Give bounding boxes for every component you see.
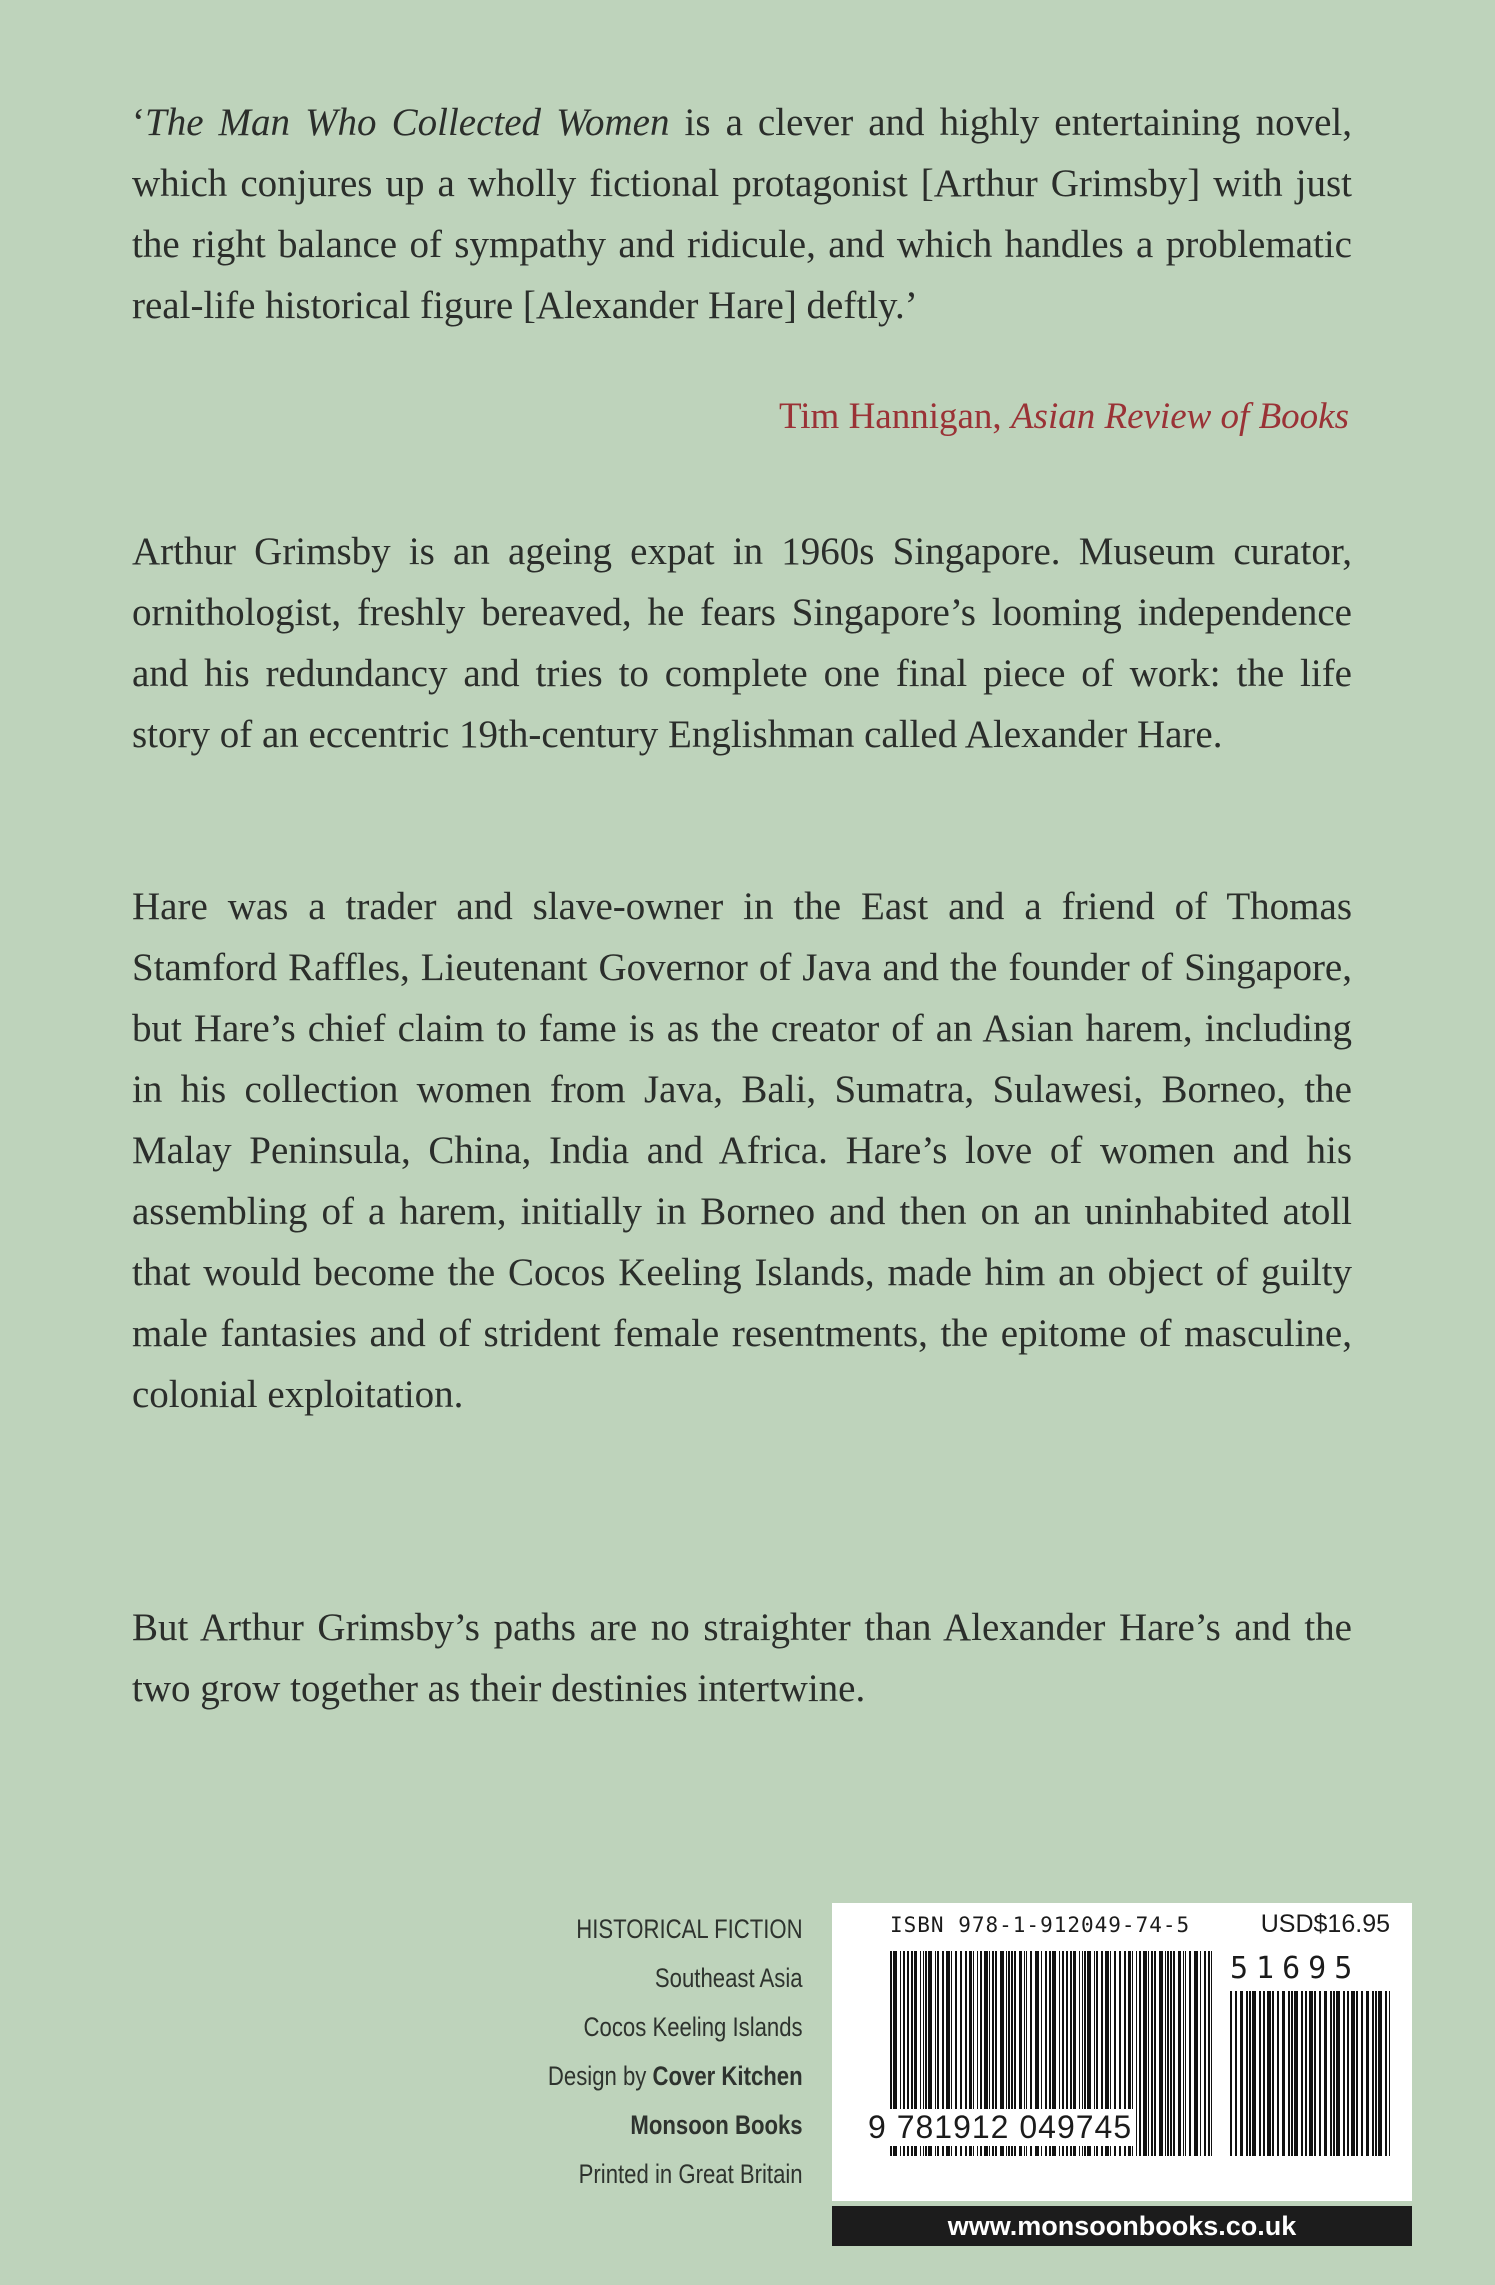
barcode-bar [1385, 1991, 1387, 2156]
barcode-bar [1309, 1991, 1313, 2156]
barcode-bar [1288, 1991, 1290, 2156]
barcode-bar [1319, 1991, 1321, 2156]
barcode-bar [1372, 1991, 1374, 2156]
barcode-bar [1389, 1991, 1390, 2156]
barcode-bar [1189, 1951, 1191, 2156]
barcode-bar [1366, 1991, 1369, 2156]
barcode-bar [1159, 1951, 1163, 2156]
barcode-bar [1294, 1991, 1298, 2156]
barcode-bar [1333, 1991, 1335, 2156]
barcode-bar [1277, 1991, 1279, 2156]
designer-name: Cover Kitchen [652, 2061, 803, 2091]
addon-digits: 51695 [1230, 1951, 1361, 1986]
barcode-bar [1336, 1991, 1340, 2156]
quote-close-mark: ’ [904, 284, 918, 327]
barcode-bar [1267, 1991, 1271, 2156]
printed-note: Printed in Great Britain [579, 2159, 803, 2189]
barcode-bar [1148, 1951, 1149, 2156]
isbn-number: ISBN 978-1-912049-74-5 [890, 1913, 1191, 1937]
place-label: Cocos Keeling Islands [583, 2012, 803, 2042]
ean-digits: 9 781912 049745 [868, 2109, 1133, 2145]
synopsis-paragraph-3: But Arthur Grimsby’s paths are no straighter than Alexander Hare’s and the two grow together as their destinies intertwine. [132, 1606, 1352, 1710]
barcode-bar [1211, 1951, 1212, 2156]
barcode-bar [1324, 1991, 1327, 2156]
barcode-bar [1301, 1991, 1303, 2156]
addon-barcode [1230, 1991, 1390, 2156]
barcode-bar [1200, 1951, 1201, 2156]
barcode-bar [1154, 1951, 1156, 2156]
genre-label: HISTORICAL FICTION [576, 1914, 803, 1944]
barcode-bar [1249, 1991, 1251, 2156]
barcode-bar [1165, 1951, 1166, 2156]
barcode-bar [1347, 1991, 1349, 2156]
price-label: USD$16.95 [1260, 1910, 1390, 1938]
synopsis-paragraph-2: Hare was a trader and slave-owner in the East and a friend of Thomas Stamford Raffles, Lieutenant Governor of Java and the founder of Singapore, but Hare’s chief claim to fame is as the creator of an Asian harem, including in his collection women from Java, Bali, Sumatra, Sulawesi, Borneo, the Malay Peninsula, China, India and Africa. Hare’s love of women and his assembling of a harem, initially in Borneo and then on an uninhabited atoll that would become the Cocos Keeling Islands, made him an object of guilty male fantasies and of strident female resentments, the epitome of masculine, colonial exploitation. [132, 885, 1352, 1416]
barcode-bar [1263, 1991, 1265, 2156]
barcode-bar [1139, 1951, 1141, 2156]
website-url[interactable]: www.monsoonbooks.co.uk [832, 2206, 1412, 2246]
barcode-bar [1291, 1991, 1293, 2156]
barcode-bar [1235, 1991, 1237, 2156]
barcode-bar [1259, 1991, 1261, 2156]
barcode-bar [1151, 1951, 1153, 2156]
reviewer-name: Tim Hannigan, [778, 396, 1002, 437]
barcode-bar [1230, 1991, 1232, 2156]
barcode-bar [1252, 1991, 1256, 2156]
publication-name: Asian Review of Books [1010, 396, 1349, 437]
barcode-bar [1343, 1991, 1345, 2156]
barcode-bar [1356, 1991, 1358, 2156]
barcode-bar [1173, 1951, 1175, 2156]
barcode-bar [1378, 1991, 1382, 2156]
synopsis-paragraph-1: Arthur Grimsby is an ageing expat in 1960s Singapore. Museum curator, ornithologist, freshly bereaved, he fears Singapore’s looming independence and his redundancy and tries to complete one final piece of work: the life story of an eccentric 19th-century Englishman called Alexander Hare. [132, 530, 1352, 756]
barcode-bar [1194, 1951, 1198, 2156]
barcode-bar [1330, 1991, 1332, 2156]
barcode-bar [1208, 1951, 1210, 2156]
barcode-bar [1183, 1951, 1184, 2156]
barcode-bar [1136, 1951, 1137, 2156]
barcode-bar [1272, 1991, 1274, 2156]
barcode-bar [1185, 1951, 1186, 2156]
quote-open-mark: ‘ [132, 101, 145, 144]
region-label: Southeast Asia [655, 1963, 803, 1993]
barcode-bar [1282, 1991, 1285, 2156]
publisher-name: Monsoon Books [630, 2110, 803, 2140]
barcode-bar [1178, 1951, 1181, 2156]
design-prefix: Design by [548, 2061, 653, 2091]
barcode-bar [1305, 1991, 1307, 2156]
category-list [548, 1905, 803, 2199]
quote-text: is a clever and highly entertaining novel, which conjures up a wholly fictional protagonist [Arthur Grimsby] with just the right balance of sympathy and ridicule, and which handles a problematic real-life historical figure [Alexander Hare] deftly. [132, 101, 1352, 327]
barcode-bar [1246, 1991, 1248, 2156]
barcode-bar [1375, 1991, 1377, 2156]
review-quote [132, 92, 1352, 336]
book-title: The Man Who Collected Women [145, 101, 670, 144]
barcode-bar [1314, 1991, 1316, 2156]
barcode-bar [1240, 1991, 1243, 2156]
barcode-bar [1351, 1991, 1355, 2156]
barcode-bar [1143, 1951, 1147, 2156]
barcode-bar [1361, 1991, 1363, 2156]
quote-attribution [779, 395, 1349, 438]
barcode-bar [1204, 1951, 1206, 2156]
barcode-bar [1167, 1951, 1169, 2156]
barcode-bar [1170, 1951, 1172, 2156]
design-credit [548, 2052, 803, 2101]
barcode-panel [832, 1903, 1412, 2201]
